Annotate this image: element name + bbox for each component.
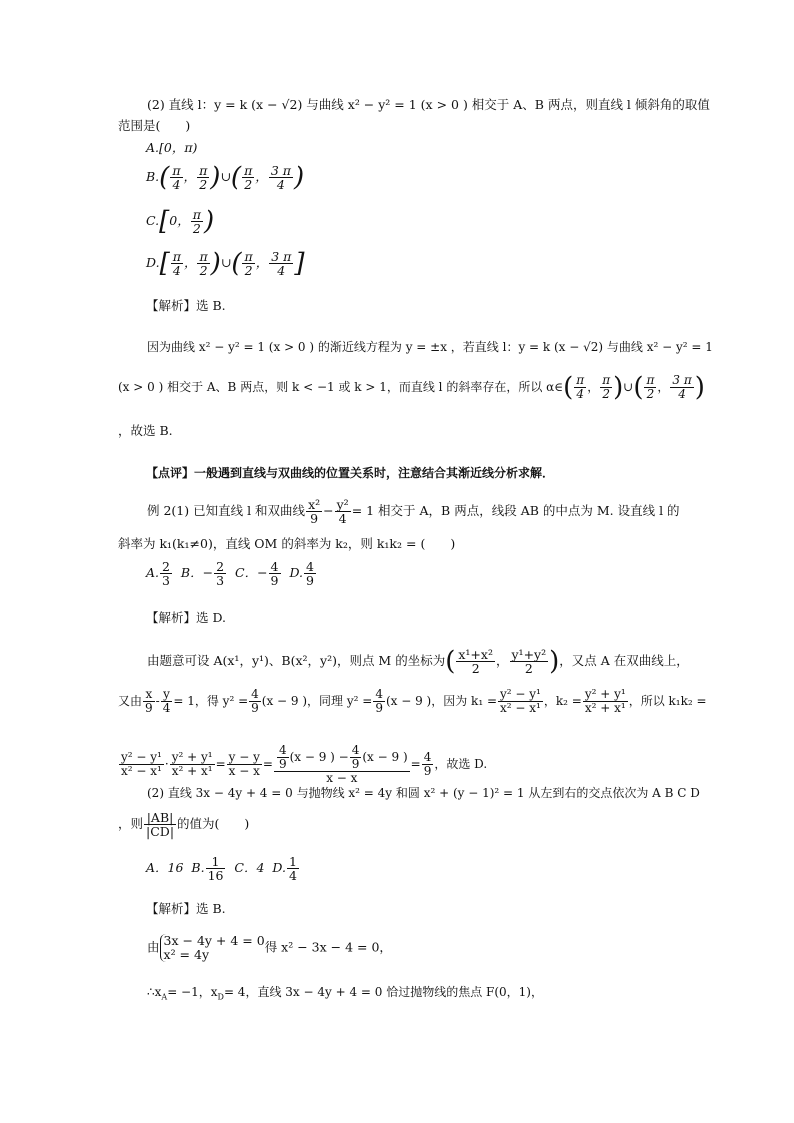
ex2-line1: 例 2(1) 已知直线 l 和双曲线 $\frac{\text{x²}}{9}$ − $\frac{\text{y²}}{4}$ = 1 相交于 A，B 两点，线段 AB 的中点为 M. 设直线 l 的 [147,497,680,526]
ex2-choices: A. $\frac{2}{3}$ B．− $\frac{2}{3}$ C．− $\frac{4}{9}$ D. $\frac{4}{9}$ [146,559,314,588]
ex2-analysis2-label: 【解析】选 B. [146,901,226,916]
q2-option-b: B.( $\frac{\pi}{4}$ ， $\frac{\pi}{2}$ )∪( $\frac{\pi}{2}$ ， $\frac{3 \pi}{4}$ ) [146,162,305,193]
ex2-system-line: 由 3x − 4y + 4 = 0 x² = 4y 得 x² − 3x − 4 = 0， [147,933,392,962]
ex2-line2: 斜率为 k₁(k₁≠0)，直线 OM 的斜率为 k₂，则 k₁k₂ = ( ) [118,536,456,551]
ex2-solution-line3: $\frac{\text{y² − y¹}}{\text{x² − x¹}}$ · $\frac{\text{y² + y¹}}{\text{x² + x¹}}$ = $\frac{y - y}{x - x}$ = $\frac{4}{9}$ (x − 9 ) − $\frac{4}{9}$ (x − 9 ) x − x = $\frac{4}{9}$ ，故选 D. [121,743,488,785]
q2-option-c: C.[0， $\frac{\pi}{2}$ ) [146,206,215,237]
q2-stem-line2: 范围是( ) [118,118,191,133]
ex2-part2-line2: ，则 $\frac{|AB|}{|CD|}$ 的值为( ) [118,810,250,839]
q2-explanation-line1: 因为曲线 x² − y² = 1 (x > 0 ) 的渐近线方程为 y = ±x ，若直线 l：y = k (x − √2) 与曲线 x² − y² = 1 [147,340,713,354]
q2-comment: 【点评】一般遇到直线与双曲线的位置关系时，注意结合其渐近线分析求解． [146,466,555,480]
q2-explanation-line2: (x > 0 ) 相交于 A、B 两点，则 k < −1 或 k > 1，而直线 l 的斜率存在，所以 α∈( $\frac{\pi}{4}$ ， $\frac{\pi}{2}$ )∪( $\frac{\pi}{2}$ ， $\frac{3 \pi}{4}$ ) [118,372,705,403]
q2-analysis-label: 【解析】选 B. [146,298,226,313]
q2-explanation-line3: ，故选 B. [118,423,173,438]
ex2-analysis-label: 【解析】选 D. [146,610,227,625]
q2-option-d: D.[ $\frac{\pi}{4}$ ， $\frac{\pi}{2}$ )∪( $\frac{\pi}{2}$ ， $\frac{3 \pi}{4}$ ] [146,248,305,279]
ex2-solution-line1: 由题意可设 A(x¹，y¹)、B(x²，y²)，则点 M 的坐标为( $\frac{\text{x¹+x²}}{2}$ ， $\frac{\text{y¹+y²}}{2}$ )，又点 A 在双曲线上， [147,646,689,677]
q2-stem-line1: (2) 直线 l：y = k (x − √2) 与曲线 x² − y² = 1 (x > 0 ) 相交于 A、B 两点，则直线 l 倾斜角的取值 [147,97,710,112]
q2-option-a: A.[0，π) [146,140,198,155]
ex2-part2-choices: A．16 B. $\frac{1}{16}$ C．4 D. $\frac{1}{4}$ [146,854,297,883]
ex2-last-line: $\therefore x_A= -1$，$x_D= 4$，直线 3x − 4y + 4 = 0 恰过抛物线的焦点 F(0，1)， [147,985,543,1002]
ex2-solution-line2: 又由 $\frac{x}{9}$ - $\frac{y}{4}$ = 1，得 y² = $\frac{4}{9}$ (x − 9 )，同理 y² = $\frac{4}{9}$ (x − 9 )，因为 k₁ = $\frac{\text{y² − y¹}}{\text{x² − x¹}}$ ，k₂ = $\frac{\text{y² + y¹}}{\text{x² + x¹}}$ ，所以 k₁k₂ = [118,687,707,715]
ex2-part2-line1: (2) 直线 3x − 4y + 4 = 0 与抛物线 x² = 4y 和圆 x² + (y − 1)² = 1 从左到右的交点依次为 A B C D [147,786,700,800]
